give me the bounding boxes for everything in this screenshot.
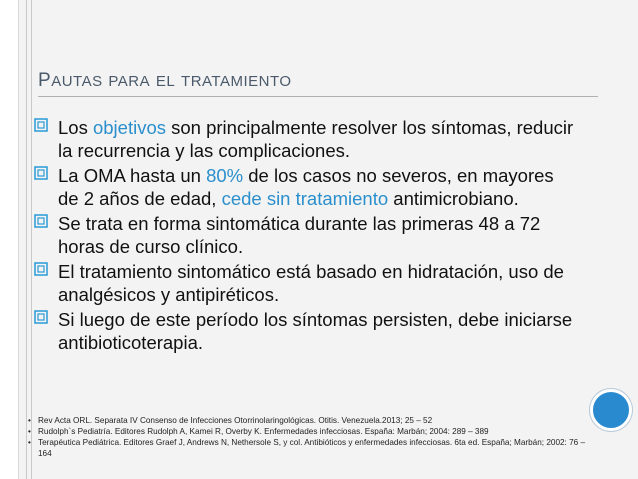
slide-title: PAUTAS PARA EL TRATAMIENTO (38, 70, 292, 91)
decorative-line (26, 0, 27, 479)
bullet-item: El tratamiento sintomático está basado en hidratación, uso de analgésicos y antipiréticos. (34, 260, 574, 306)
bullet-icon (34, 262, 48, 276)
title-divider (38, 96, 598, 97)
bullet-icon (34, 214, 48, 228)
bullet-item: Se trata en forma sintomática durante las primeras 48 a 72 horas de curso clínico. (34, 212, 574, 258)
bullet-icon (34, 310, 48, 324)
bullet-item: Los objetivos son principalmente resolver los síntomas, reducir la recurrencia y las complicaciones. (34, 116, 574, 162)
reference-item: • Terapéutica Pediátrica. Editores Graef J, Andrews N, Nethersole S, y col. Antibióticos y enfermedades infecciosas. 6ta ed. España; Marbán; 2002: 76 – 164 (28, 437, 588, 459)
references-list (28, 415, 588, 459)
decorative-circle (590, 389, 632, 431)
reference-item: • Rudolph`s Pediatría. Editores Rudolph A, Kamei R, Overby K. Enfermedades infecciosas. España: Marbán; 2004: 289 – 389 (28, 426, 588, 437)
bullet-item: Si luego de este período los síntomas persisten, debe iniciarse antibioticoterapia. (34, 308, 574, 354)
bullet-icon (34, 166, 48, 180)
bullet-item: La OMA hasta un 80% de los casos no severos, en mayores de 2 años de edad, cede sin tratamiento antimicrobiano. (34, 164, 574, 210)
bullet-list (34, 116, 574, 356)
bullet-icon (34, 118, 48, 132)
reference-item: • Rev Acta ORL. Separata IV Consenso de Infecciones Otorrinolaringológicas. Otitis. Venezuela.2013; 25 – 52 (28, 415, 588, 426)
decorative-line (31, 0, 32, 479)
